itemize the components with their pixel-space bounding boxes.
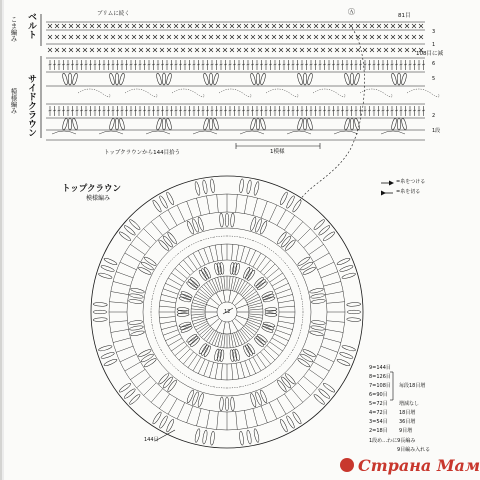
legend-attach-label: =糸をつける [396,179,426,185]
pickup-label: トップクラウンから144目拾う [104,150,181,156]
pickup-path [300,28,365,200]
table-row: 9=144目 [369,365,391,371]
table-footnote: 1段め…わに9長編み [369,438,416,444]
watermark-text: Страна Мам [358,456,480,475]
side-crown-label: サイドクラウン [26,74,36,137]
table-row: 2=18目 [369,428,388,434]
row-number: 5 [432,76,436,82]
legend-attach-symbol [381,181,394,186]
bottom-stitch-label: 144目 [144,437,159,443]
side-crown-strip [46,22,439,140]
stitch-81-label: 81目 [398,13,411,19]
table-row: 7=108目 [369,383,391,389]
table-row: 3=54目 [369,419,388,425]
center-label: 12 [224,309,231,315]
legend-cut-label: =糸を切る [396,189,421,195]
stitch-108-label: 108目に減 [416,51,443,57]
watermark-logo-icon [340,458,354,472]
table-note: 36目増 [399,419,416,425]
table-row: 4=72目 [369,410,388,416]
table-note: 9目増 [399,428,413,434]
top-crown-title: トップクラウン [62,184,121,194]
row-number: 2 [432,113,436,119]
row-number: 1段 [432,128,441,134]
table-note: 毎段18目増 [399,383,426,389]
belt-label: ベルト [26,12,36,39]
table-footnote: 9目編み入れる [397,447,431,453]
table-row: 8=126目 [369,374,391,380]
side-crown-stitch-label: 模様編み [9,88,18,114]
table-row: 5=72目 [369,401,388,407]
row-number: 6 [432,61,436,67]
top-crown-subtitle: 模様編み [86,195,111,202]
row-number: 1 [432,42,436,48]
table-note: 18目増 [399,410,416,416]
repeat-unit-label: 1模様 [270,149,285,155]
continue-brim-label: ブリムに続く [97,11,130,17]
table-note: 増減なし [399,401,420,407]
marker-a: Ⓐ [348,8,355,16]
belt-stitch-label: こま編み [9,16,18,42]
row-number: 3 [432,29,436,35]
table-row: 6=90目 [369,392,388,398]
legend-cut-symbol [381,191,393,196]
